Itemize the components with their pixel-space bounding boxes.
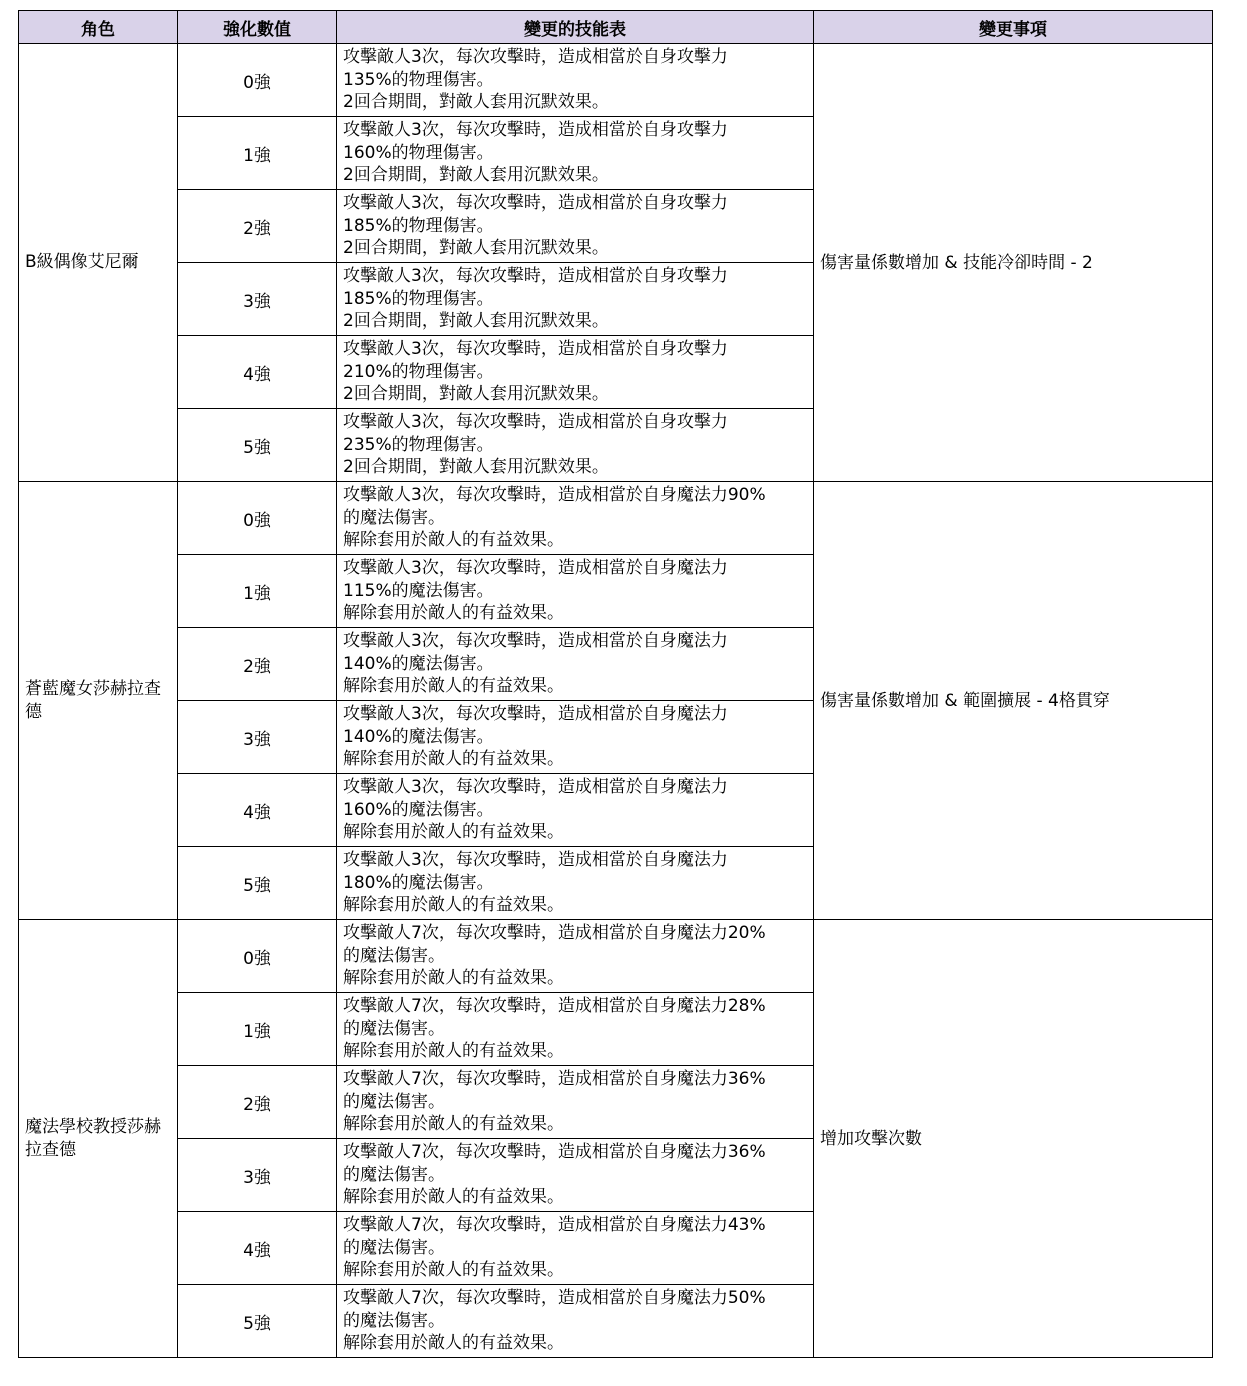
enhance-level-cell: 1強 (178, 993, 337, 1066)
skill-description-cell: 攻擊敵人3次，每次攻擊時，造成相當於自身魔法力90% 的魔法傷害。 解除套用於敵人的有益效果。 (337, 482, 814, 555)
enhance-level-cell: 5強 (178, 847, 337, 920)
skill-description-cell: 攻擊敵人3次，每次攻擊時，造成相當於自身魔法力 140%的魔法傷害。 解除套用於敵人的有益效果。 (337, 701, 814, 774)
table-body (19, 44, 1213, 1358)
skill-description-cell: 攻擊敵人3次，每次攻擊時，造成相當於自身魔法力 115%的魔法傷害。 解除套用於敵人的有益效果。 (337, 555, 814, 628)
change-notes-cell: 傷害量係數增加 & 技能冷卻時間 - 2 (814, 44, 1213, 482)
enhance-level-cell: 0強 (178, 920, 337, 993)
change-notes-cell: 增加攻擊次數 (814, 920, 1213, 1358)
table-row (19, 482, 1213, 555)
header-level: 強化數值 (178, 11, 337, 44)
skill-description-cell: 攻擊敵人7次，每次攻擊時，造成相當於自身魔法力36% 的魔法傷害。 解除套用於敵人的有益效果。 (337, 1139, 814, 1212)
skill-description-cell: 攻擊敵人7次，每次攻擊時，造成相當於自身魔法力20% 的魔法傷害。 解除套用於敵人的有益效果。 (337, 920, 814, 993)
enhance-level-cell: 4強 (178, 1212, 337, 1285)
header-skill: 變更的技能表 (337, 11, 814, 44)
enhance-level-cell: 1強 (178, 117, 337, 190)
skill-description-cell: 攻擊敵人3次，每次攻擊時，造成相當於自身攻擊力 160%的物理傷害。 2回合期間，對敵人套用沉默效果。 (337, 117, 814, 190)
enhance-level-cell: 1強 (178, 555, 337, 628)
enhance-level-cell: 3強 (178, 263, 337, 336)
skill-description-cell: 攻擊敵人3次，每次攻擊時，造成相當於自身攻擊力 135%的物理傷害。 2回合期間，對敵人套用沉默效果。 (337, 44, 814, 117)
enhance-level-cell: 0強 (178, 482, 337, 555)
header-character: 角色 (19, 11, 178, 44)
header-row (19, 11, 1213, 44)
skill-description-cell: 攻擊敵人7次，每次攻擊時，造成相當於自身魔法力50% 的魔法傷害。 解除套用於敵人的有益效果。 (337, 1285, 814, 1358)
enhance-level-cell: 5強 (178, 409, 337, 482)
skill-description-cell: 攻擊敵人7次，每次攻擊時，造成相當於自身魔法力36% 的魔法傷害。 解除套用於敵人的有益效果。 (337, 1066, 814, 1139)
skill-description-cell: 攻擊敵人3次，每次攻擊時，造成相當於自身魔法力 160%的魔法傷害。 解除套用於敵人的有益效果。 (337, 774, 814, 847)
character-name-cell: B級偶像艾尼爾 (19, 44, 178, 482)
skill-description-cell: 攻擊敵人3次，每次攻擊時，造成相當於自身魔法力 180%的魔法傷害。 解除套用於敵人的有益效果。 (337, 847, 814, 920)
skill-description-cell: 攻擊敵人3次，每次攻擊時，造成相當於自身攻擊力 185%的物理傷害。 2回合期間，對敵人套用沉默效果。 (337, 190, 814, 263)
skill-change-table (18, 10, 1213, 1358)
skill-description-cell: 攻擊敵人3次，每次攻擊時，造成相當於自身攻擊力 235%的物理傷害。 2回合期間，對敵人套用沉默效果。 (337, 409, 814, 482)
header-changes: 變更事項 (814, 11, 1213, 44)
skill-description-cell: 攻擊敵人7次，每次攻擊時，造成相當於自身魔法力43% 的魔法傷害。 解除套用於敵人的有益效果。 (337, 1212, 814, 1285)
enhance-level-cell: 0強 (178, 44, 337, 117)
enhance-level-cell: 3強 (178, 1139, 337, 1212)
enhance-level-cell: 3強 (178, 701, 337, 774)
enhance-level-cell: 2強 (178, 190, 337, 263)
change-notes-cell: 傷害量係數增加 & 範圍擴展 - 4格貫穿 (814, 482, 1213, 920)
character-name-cell: 蒼藍魔女莎赫拉查德 (19, 482, 178, 920)
skill-description-cell: 攻擊敵人3次，每次攻擊時，造成相當於自身攻擊力 210%的物理傷害。 2回合期間，對敵人套用沉默效果。 (337, 336, 814, 409)
enhance-level-cell: 4強 (178, 774, 337, 847)
skill-description-cell: 攻擊敵人3次，每次攻擊時，造成相當於自身攻擊力 185%的物理傷害。 2回合期間，對敵人套用沉默效果。 (337, 263, 814, 336)
table-row (19, 44, 1213, 117)
character-name-cell: 魔法學校教授莎赫拉查德 (19, 920, 178, 1358)
skill-description-cell: 攻擊敵人7次，每次攻擊時，造成相當於自身魔法力28% 的魔法傷害。 解除套用於敵人的有益效果。 (337, 993, 814, 1066)
skill-description-cell: 攻擊敵人3次，每次攻擊時，造成相當於自身魔法力 140%的魔法傷害。 解除套用於敵人的有益效果。 (337, 628, 814, 701)
table-row (19, 920, 1213, 993)
enhance-level-cell: 4強 (178, 336, 337, 409)
enhance-level-cell: 5強 (178, 1285, 337, 1358)
enhance-level-cell: 2強 (178, 1066, 337, 1139)
enhance-level-cell: 2強 (178, 628, 337, 701)
